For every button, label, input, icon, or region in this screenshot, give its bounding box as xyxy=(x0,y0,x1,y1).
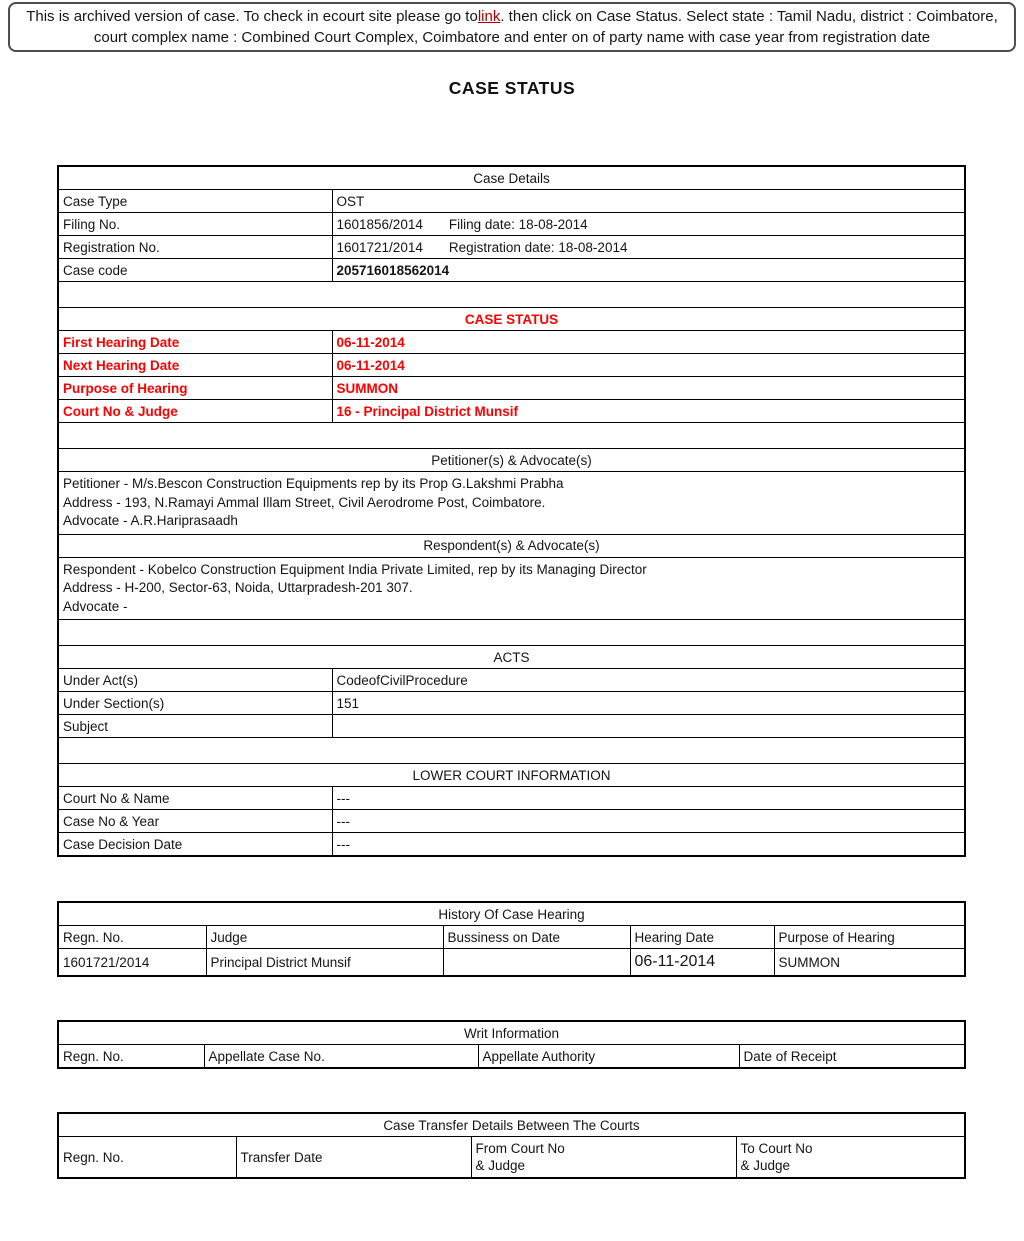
writ-information-table xyxy=(57,1020,966,1069)
section-title: Petitioner(s) & Advocate(s) xyxy=(58,449,965,472)
row-label: Subject xyxy=(58,715,332,738)
section-header-transfer xyxy=(58,1113,965,1137)
section-title: CASE STATUS xyxy=(58,308,965,331)
row-label: Next Hearing Date xyxy=(58,354,332,377)
petitioner-details-row xyxy=(58,472,965,535)
petitioner-line: Petitioner - M/s.Bescon Construction Equipments rep by its Prop G.Lakshmi Prabha xyxy=(63,476,564,491)
section-header-case-status xyxy=(58,308,965,331)
row-value: 205716018562014 xyxy=(332,259,965,282)
column-header-hearing-date: Hearing Date xyxy=(630,926,774,949)
column-header-to-court: To Court No & Judge xyxy=(736,1137,965,1179)
respondent-details-row xyxy=(58,557,965,620)
row-value: OST xyxy=(332,190,965,213)
row-label: Case code xyxy=(58,259,332,282)
table-row-court-no-judge xyxy=(58,400,965,423)
row-value xyxy=(332,715,965,738)
section-header-petitioner xyxy=(58,449,965,472)
column-header-date-of-receipt: Date of Receipt xyxy=(739,1045,965,1069)
cell-regn-no: 1601721/2014 xyxy=(58,949,206,977)
row-label: Court No & Name xyxy=(58,787,332,810)
transfer-column-header-row xyxy=(58,1137,965,1179)
row-label: Court No & Judge xyxy=(58,400,332,423)
section-title: Writ Information xyxy=(58,1021,965,1045)
row-label: Case No & Year xyxy=(58,810,332,833)
table-row-subject xyxy=(58,715,965,738)
spacer-row xyxy=(58,620,965,646)
table-row-case-no-year xyxy=(58,810,965,833)
section-header-acts xyxy=(58,646,965,669)
case-transfer-details-table xyxy=(57,1112,966,1179)
row-label: Registration No. xyxy=(58,236,332,259)
row-label: Case Type xyxy=(58,190,332,213)
section-title: History Of Case Hearing xyxy=(58,902,965,926)
row-label: Under Section(s) xyxy=(58,692,332,715)
cell-hearing-date: 06-11-2014 xyxy=(630,949,774,977)
row-value: 06-11-2014 xyxy=(332,331,965,354)
section-header-respondent xyxy=(58,534,965,557)
section-title: LOWER COURT INFORMATION xyxy=(58,764,965,787)
respondent-advocate-line: Advocate - xyxy=(63,598,128,614)
table-row-first-hearing-date xyxy=(58,331,965,354)
column-header-regn-no: Regn. No. xyxy=(58,1045,204,1069)
history-column-header-row xyxy=(58,926,965,949)
row-value: SUMMON xyxy=(332,377,965,400)
column-header-purpose-of-hearing: Purpose of Hearing xyxy=(774,926,965,949)
section-header-lower-court xyxy=(58,764,965,787)
row-value: --- xyxy=(332,833,965,857)
section-header-case-details xyxy=(58,166,965,190)
column-header-regn-no: Regn. No. xyxy=(58,926,206,949)
column-header-transfer-date: Transfer Date xyxy=(236,1137,471,1179)
table-row-filing-no xyxy=(58,213,965,236)
row-value: --- xyxy=(332,787,965,810)
spacer-row xyxy=(58,282,965,308)
row-label: First Hearing Date xyxy=(58,331,332,354)
banner-text-before: This is archived version of case. To check in ecourt site please go to xyxy=(26,8,478,25)
petitioner-advocate-line: Advocate - A.R.Hariprasaadh xyxy=(63,513,238,528)
column-header-regn-no: Regn. No. xyxy=(58,1137,236,1179)
history-data-row xyxy=(58,949,965,977)
respondent-details xyxy=(58,557,965,620)
history-of-case-hearing-table xyxy=(57,901,966,977)
column-header-appellate-authority: Appellate Authority xyxy=(478,1045,739,1069)
row-value-extra: Registration date: 18-08-2014 xyxy=(448,239,628,255)
row-value: 1601856/2014 Filing date: 18-08-2014 xyxy=(332,213,965,236)
cell-business-on-date xyxy=(443,949,630,977)
section-title: Respondent(s) & Advocate(s) xyxy=(58,534,965,557)
table-row-next-hearing-date xyxy=(58,354,965,377)
row-value: --- xyxy=(332,810,965,833)
table-row-under-sections xyxy=(58,692,965,715)
row-value: 06-11-2014 xyxy=(332,354,965,377)
table-row-purpose-of-hearing xyxy=(58,377,965,400)
banner-text-after: . then click on Case Status. Select state : Tamil Nadu, district : Coimbatore, court complex name : Combined Court Complex, Coimbatore and enter on of party name with case year from registration date xyxy=(93,8,998,46)
petitioner-details xyxy=(58,472,965,535)
respondent-line: Respondent - Kobelco Construction Equipment India Private Limited, rep by its Managing Director xyxy=(63,561,647,577)
row-label: Under Act(s) xyxy=(58,669,332,692)
section-title: ACTS xyxy=(58,646,965,669)
respondent-address-line: Address - H-200, Sector-63, Noida, Uttarpradesh-201 307. xyxy=(63,580,413,595)
page-title: CASE STATUS xyxy=(448,78,576,98)
row-label: Purpose of Hearing xyxy=(58,377,332,400)
cell-judge: Principal District Munsif xyxy=(206,949,443,977)
row-value: CodeofCivilProcedure xyxy=(332,669,965,692)
section-title: Case Details xyxy=(58,166,965,190)
case-details-table xyxy=(57,165,966,857)
table-row-case-type xyxy=(58,190,965,213)
ecourt-link[interactable]: link xyxy=(477,8,501,25)
spacer-row xyxy=(58,738,965,764)
table-row-under-acts xyxy=(58,669,965,692)
spacer-row xyxy=(58,423,965,449)
writ-column-header-row xyxy=(58,1045,965,1069)
row-value: 16 - Principal District Munsif xyxy=(332,400,965,423)
petitioner-address-line: Address - 193, N.Ramayi Ammal Illam Street, Civil Aerodrome Post, Coimbatore. xyxy=(63,494,546,510)
column-header-appellate-case-no: Appellate Case No. xyxy=(204,1045,478,1069)
section-header-writ xyxy=(58,1021,965,1045)
row-label: Case Decision Date xyxy=(58,833,332,857)
table-row-registration-no xyxy=(58,236,965,259)
column-header-from-court: From Court No & Judge xyxy=(471,1137,736,1179)
table-row-case-decision-date xyxy=(58,833,965,857)
cell-purpose-of-hearing: SUMMON xyxy=(774,949,965,977)
table-row-case-code xyxy=(58,259,965,282)
column-header-judge: Judge xyxy=(206,926,443,949)
column-header-business-on-date: Bussiness on Date xyxy=(443,926,630,949)
table-row-court-no-name xyxy=(58,787,965,810)
section-title: Case Transfer Details Between The Courts xyxy=(58,1113,965,1137)
row-value-extra: Filing date: 18-08-2014 xyxy=(448,216,588,232)
row-value: 151 xyxy=(332,692,965,715)
row-label: Filing No. xyxy=(58,213,332,236)
archive-notice-banner xyxy=(8,2,1016,52)
row-value: 1601721/2014 Registration date: 18-08-2014 xyxy=(332,236,965,259)
section-header-history xyxy=(58,902,965,926)
